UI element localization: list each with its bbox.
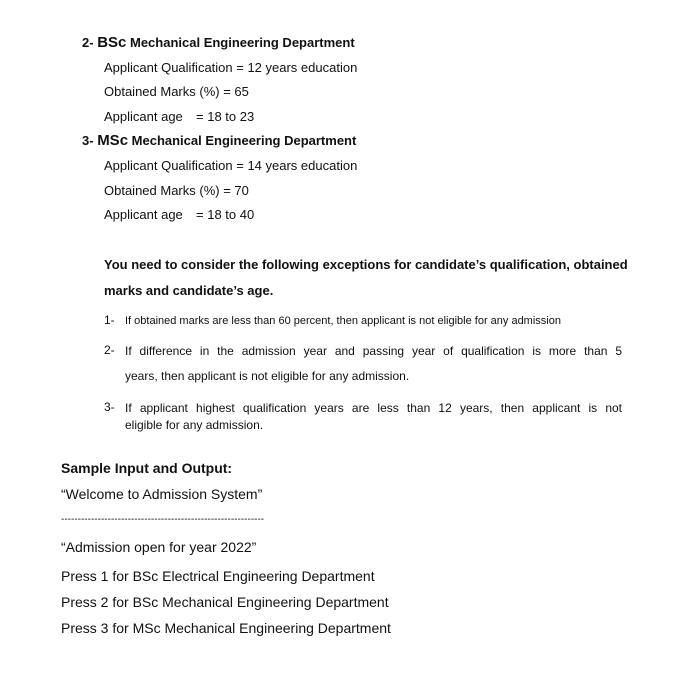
sample-welcome: “Welcome to Admission System”: [61, 486, 263, 502]
exception-text: If applicant highest qualification years are less than 12 years, then applicant is not: [125, 401, 622, 415]
department-number: 3-: [82, 133, 94, 148]
applicant-age-value: = 18 to 40: [196, 207, 255, 222]
sample-heading: Sample Input and Output:: [61, 460, 233, 476]
exceptions-intro-line1: You need to consider the following exceptions for candidate’s qualification, obtained: [104, 257, 628, 272]
applicant-age-value: = 18 to 23: [196, 109, 255, 124]
exception-text: If obtained marks are less than 60 percent, then applicant is not eligible for any admission: [125, 315, 561, 327]
exception-number: 1-: [104, 313, 115, 327]
applicant-age: [104, 207, 254, 223]
applicant-qualification: Applicant Qualification = 12 years education: [104, 60, 358, 75]
department-number: 2-: [82, 35, 94, 50]
obtained-marks: Obtained Marks (%) = 70: [104, 183, 249, 198]
applicant-qualification: Applicant Qualification = 14 years education: [104, 158, 358, 173]
exception-number: 3-: [104, 400, 115, 414]
applicant-age-label: Applicant age: [104, 109, 183, 124]
department-heading: [82, 133, 356, 149]
sample-admission-open: “Admission open for year 2022”: [61, 539, 257, 555]
department-heading: [82, 35, 355, 51]
sample-option: Press 3 for MSc Mechanical Engineering Department: [61, 620, 391, 636]
sample-option: Press 2 for BSc Mechanical Engineering Department: [61, 594, 389, 610]
sample-divider: -------------------------------------------------------------: [61, 514, 265, 525]
exception-text-continued: years, then applicant is not eligible for any admission.: [125, 369, 410, 383]
exception-text-continued: eligible for any admission.: [125, 418, 264, 432]
exception-number: 2-: [104, 343, 115, 357]
obtained-marks: Obtained Marks (%) = 65: [104, 84, 249, 99]
department-degree: MSc: [97, 132, 129, 149]
applicant-age: [104, 109, 254, 125]
exception-text: If difference in the admission year and passing year of qualification is more than 5: [125, 344, 622, 358]
sample-option: Press 1 for BSc Electrical Engineering Department: [61, 568, 375, 584]
department-name: Mechanical Engineering Department: [131, 133, 357, 148]
department-name: Mechanical Engineering Department: [130, 35, 355, 50]
exceptions-intro-line2: marks and candidate’s age.: [104, 283, 274, 298]
applicant-age-label: Applicant age: [104, 207, 183, 222]
department-degree: BSc: [97, 34, 127, 51]
